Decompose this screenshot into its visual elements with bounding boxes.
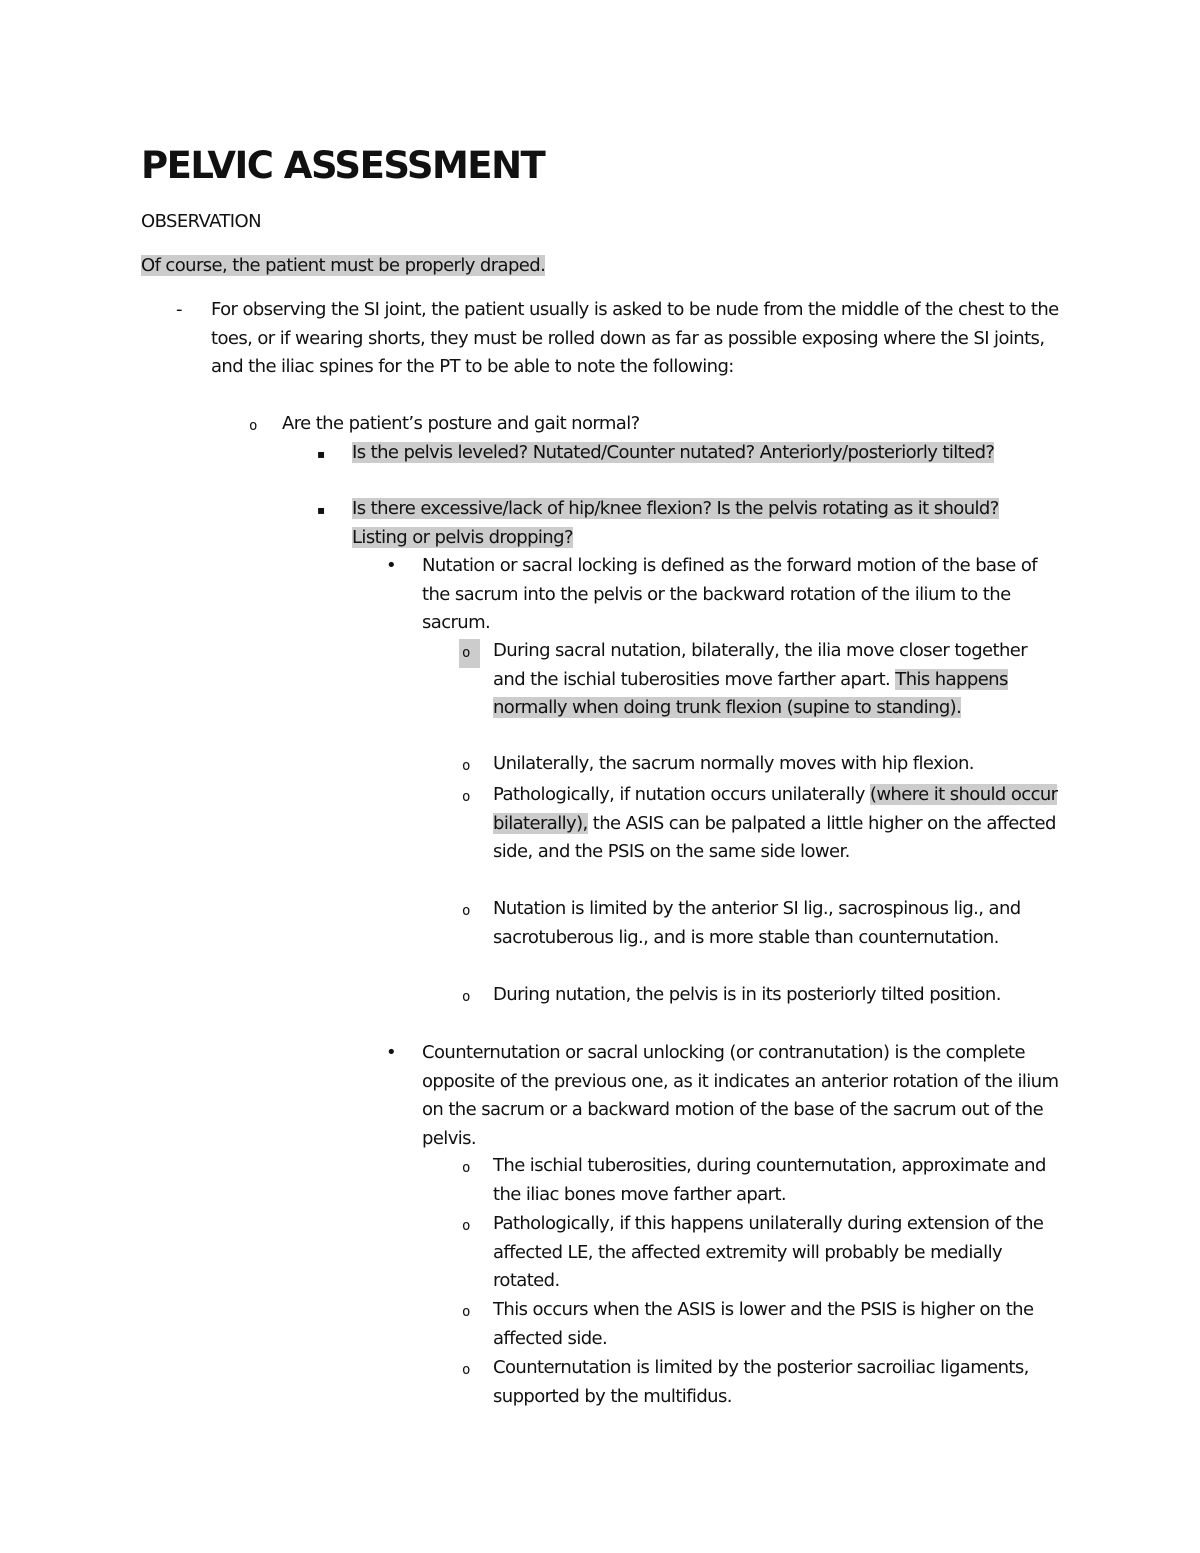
list-item-l1: [176, 296, 1071, 382]
list-item-text: This occurs when the ASIS is lower and the PSIS is higher on the affected side.: [493, 1299, 1034, 1349]
list-item-text: Unilaterally, the sacrum normally moves with hip flexion.: [493, 753, 974, 774]
list-item-l2: [249, 410, 1062, 439]
dash-bullet: -: [176, 299, 182, 320]
circle-bullet: o: [462, 1160, 470, 1176]
list-item-b1: [386, 552, 1062, 638]
list-item-text: Nutation or sacral locking is defined as the forward motion of the base of the sacrum into the pelvis or the backward rotation of the ilium to the sacrum.: [422, 555, 1038, 634]
list-item-text: Counternutation is limited by the posterior sacroiliac ligaments, supported by the multifidus.: [493, 1357, 1029, 1407]
list-item-b2: [386, 1039, 1062, 1153]
circle-bullet: o: [249, 418, 257, 434]
section-heading: OBSERVATION: [141, 211, 261, 232]
list-item-l3a: [317, 439, 1032, 468]
list-item-text: Nutation is limited by the anterior SI lig., sacrospinous lig., and sacrotuberous lig., and is more stable than counternutation.: [493, 898, 1021, 948]
list-item-b1d: [462, 895, 1058, 952]
intro-paragraph: [141, 252, 545, 280]
circle-bullet: o: [462, 989, 470, 1005]
square-bullet: ▪: [317, 503, 325, 517]
list-item-text: Pathologically, if this happens unilaterally during extension of the affected LE, the affected extremity will probably be medially rotated.: [493, 1213, 1044, 1292]
list-item-text: During sacral nutation, bilaterally, the ilia move closer together and the ischial tuberosities move farther apart.: [493, 640, 1028, 690]
list-item-b1c: [462, 781, 1058, 867]
list-item-l3b: [317, 495, 1032, 552]
highlighted-text: Of course, the patient must be properly draped.: [141, 255, 546, 276]
list-item-b1e: [462, 981, 1058, 1010]
circle-bullet: o: [462, 1362, 470, 1378]
list-item-text: the ASIS can be palpated a little higher on the affected side, and the PSIS on the same side lower.: [493, 812, 1056, 863]
highlighted-text: This happens normally when doing trunk flexion (supine to standing).: [493, 668, 1008, 719]
list-item-text: For observing the SI joint, the patient usually is asked to be nude from the middle of the chest to the toes, or if wearing shorts, they must be rolled down as far as possible exposing where the SI joints, and the iliac spines for the PT to be able to note the following:: [211, 299, 1059, 378]
list-item-text: During nutation, the pelvis is in its posteriorly tilted position.: [493, 984, 1001, 1005]
square-bullet: ▪: [317, 447, 325, 461]
list-item-b2b: [462, 1210, 1058, 1296]
circle-bullet: o: [462, 1218, 470, 1234]
list-item-b1a: [462, 637, 1058, 723]
highlighted-text: (where it should occur bilaterally),: [493, 784, 1058, 834]
circle-bullet: o: [462, 903, 470, 919]
list-item-b2c: [462, 1296, 1058, 1353]
list-item-text: The ischial tuberosities, during counternutation, approximate and the iliac bones move farther apart.: [493, 1155, 1046, 1205]
highlighted-text: Is there excessive/lack of hip/knee flexion? Is the pelvis rotating as it should? Listing or pelvis dropping?: [352, 498, 999, 548]
round-bullet: •: [386, 555, 397, 576]
circle-bullet: o: [462, 789, 470, 805]
circle-bullet: o: [462, 1304, 470, 1320]
circle-bullet: o: [462, 758, 470, 774]
highlighted-text: Is the pelvis leveled? Nutated/Counter nutated? Anteriorly/posteriorly tilted?: [352, 442, 995, 463]
list-item-b1b: [462, 750, 1058, 779]
page-title: PELVIC ASSESSMENT: [141, 144, 545, 187]
list-item-text: Are the patient’s posture and gait normal?: [282, 413, 640, 434]
list-item-b2d: [462, 1354, 1058, 1411]
circle-bullet: o: [459, 639, 480, 668]
round-bullet: •: [386, 1042, 397, 1063]
list-item-text: Pathologically, if nutation occurs unilaterally: [493, 784, 870, 805]
list-item-b2a: [462, 1152, 1058, 1209]
list-item-text: Counternutation or sacral unlocking (or contranutation) is the complete opposite of the previous one, as it indicates an anterior rotation of the ilium on the sacrum or a backward motion of the base of the sacrum out of the pelvis.: [422, 1042, 1059, 1149]
